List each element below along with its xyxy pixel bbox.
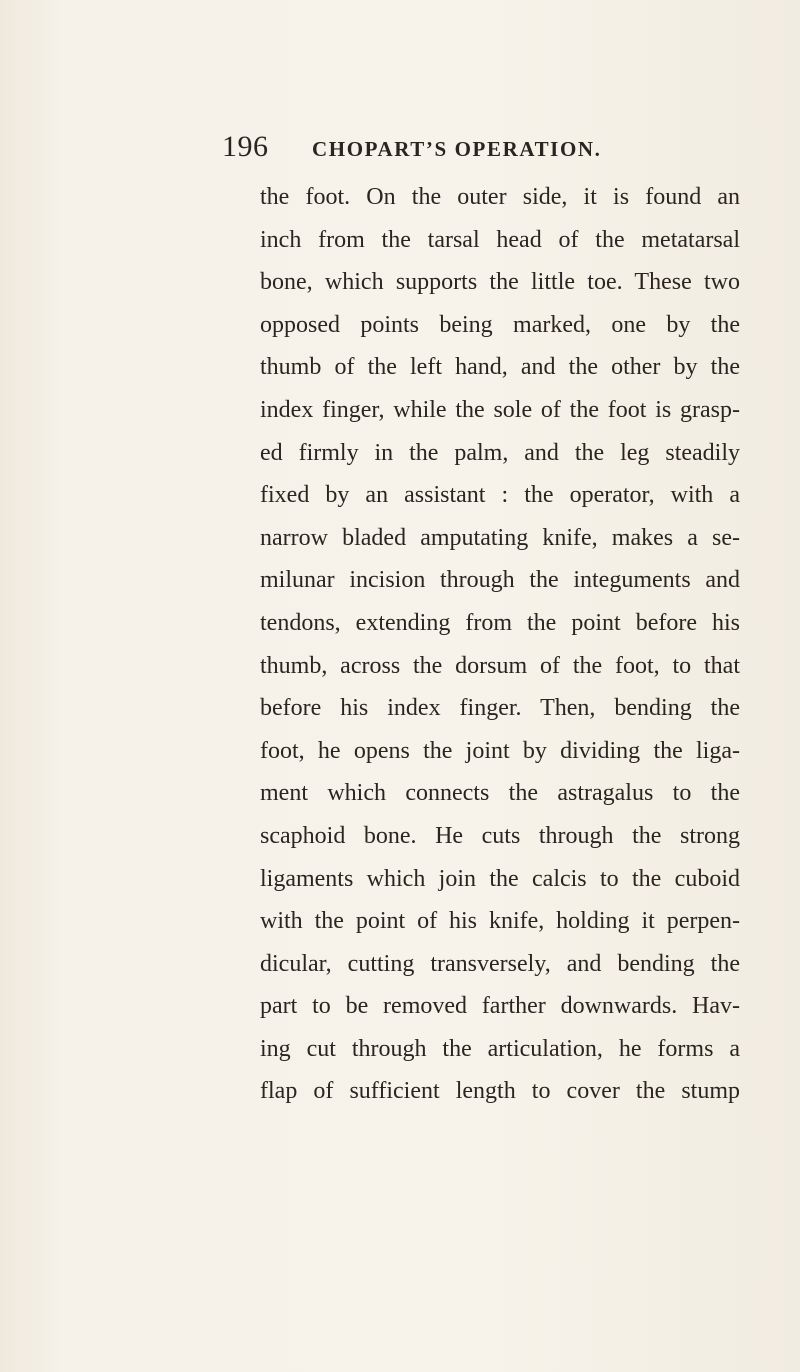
running-head: CHOPART’S OPERATION. bbox=[312, 137, 602, 161]
page-header bbox=[0, 130, 800, 170]
text-line: opposed points being marked, one by the bbox=[260, 311, 740, 338]
text-line: flap of sufficient length to cover the stump bbox=[260, 1078, 740, 1105]
text-line: the foot. On the outer side, it is found an bbox=[260, 184, 740, 210]
text-line: narrow bladed amputating knife, makes a se- bbox=[260, 524, 740, 551]
text-line: milunar incision through the integuments and bbox=[260, 567, 740, 594]
text-line: with the point of his knife, holding it perpen- bbox=[260, 908, 740, 935]
text-line: ligaments which join the calcis to the cuboid bbox=[260, 865, 740, 892]
body-text bbox=[260, 176, 740, 1113]
text-line: foot, he opens the joint by dividing the liga- bbox=[260, 737, 740, 764]
text-line: inch from the tarsal head of the metatarsal bbox=[260, 226, 740, 253]
text-line: dicular, cutting transversely, and bending the bbox=[260, 950, 740, 977]
text-line: tendons, extending from the point before his bbox=[260, 609, 740, 636]
text-line: bone, which supports the little toe. These two bbox=[260, 269, 740, 296]
text-line: index finger, while the sole of the foot is grasp- bbox=[260, 396, 740, 423]
text-line: part to be removed farther downwards. Hav- bbox=[260, 993, 740, 1020]
text-line: scaphoid bone. He cuts through the strong bbox=[260, 822, 740, 849]
text-line: ed firmly in the palm, and the leg steadily bbox=[260, 439, 740, 466]
page-number: 196 bbox=[222, 130, 269, 163]
text-line: thumb of the left hand, and the other by the bbox=[260, 354, 740, 381]
text-line: ing cut through the articulation, he forms a bbox=[260, 1035, 740, 1062]
text-line: fixed by an assistant : the operator, with a bbox=[260, 482, 740, 509]
text-line: ment which connects the astragalus to the bbox=[260, 780, 740, 807]
text-line: before his index finger. Then, bending the bbox=[260, 695, 740, 722]
text-line: thumb, across the dorsum of the foot, to that bbox=[260, 652, 740, 679]
